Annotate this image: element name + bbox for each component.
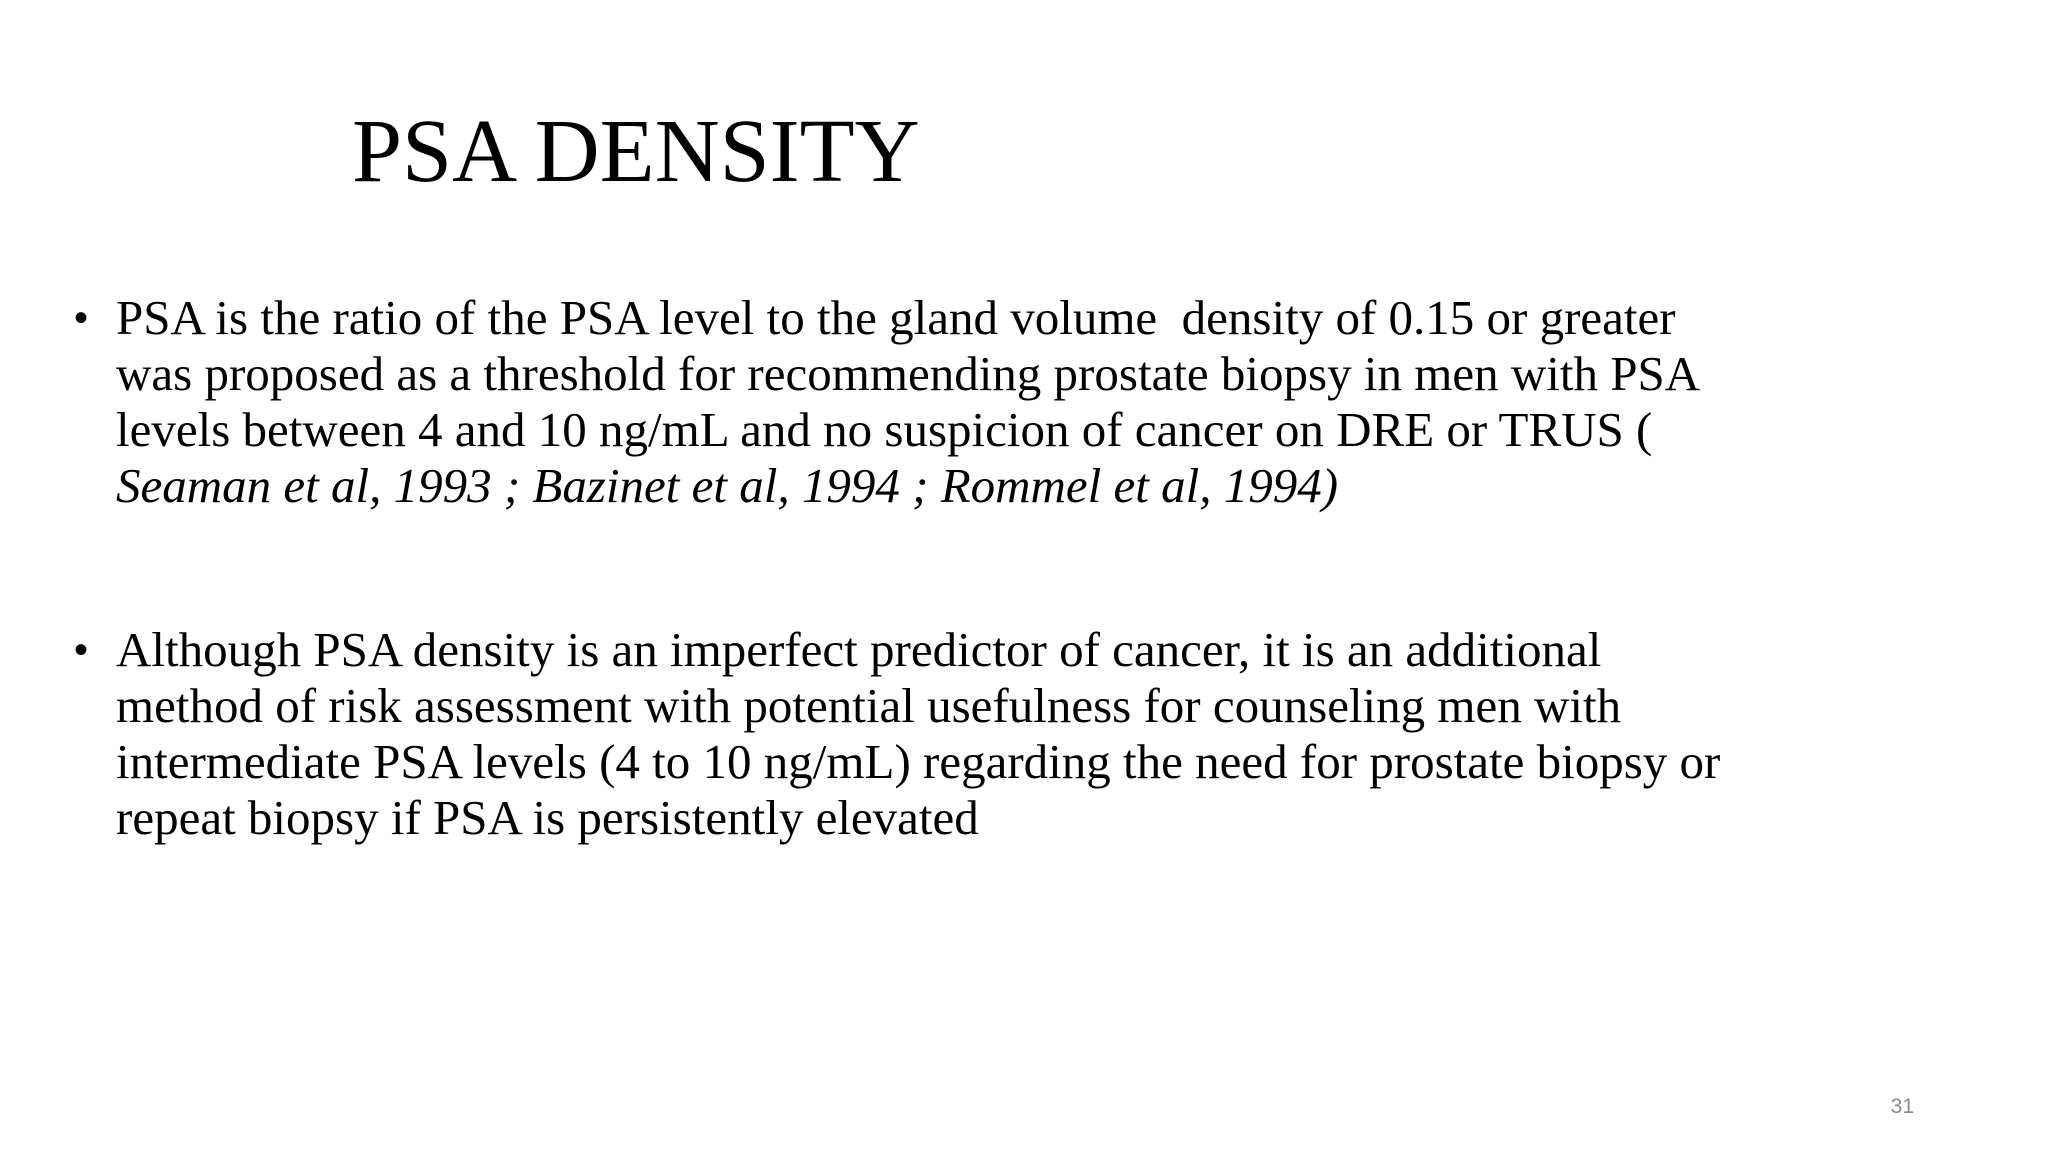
bullet-text-line: PSA is the ratio of the PSA level to the gland volume density of 0.15 or greater <box>116 290 1676 345</box>
bullet-text-line: repeat biopsy if PSA is persistently elevated <box>116 790 979 845</box>
bullet-point-icon: • <box>74 628 89 672</box>
bullet-text-line: was proposed as a threshold for recommending prostate biopsy in men with PSA <box>116 346 1701 401</box>
citation-line: Seaman et al, 1993 ; Bazinet et al, 1994 ; Rommel et al, 1994) <box>116 458 1339 513</box>
page-number: 31 <box>1890 1095 1914 1118</box>
bullet-text-line: Although PSA density is an imperfect predictor of cancer, it is an additional <box>116 622 1602 677</box>
bullet-item <box>70 622 1870 846</box>
bullet-point-icon: • <box>74 296 89 340</box>
bullet-list <box>70 290 1870 846</box>
slide-title: PSA DENSITY <box>352 102 920 201</box>
bullet-text-line: levels between 4 and 10 ng/mL and no suspicion of cancer on DRE or TRUS ( <box>116 402 1653 457</box>
bullet-text-line: method of risk assessment with potential usefulness for counseling men with <box>116 678 1622 733</box>
bullet-text-line: intermediate PSA levels (4 to 10 ng/mL) regarding the need for prostate biopsy or <box>116 734 1721 789</box>
bullet-item <box>70 290 1870 514</box>
